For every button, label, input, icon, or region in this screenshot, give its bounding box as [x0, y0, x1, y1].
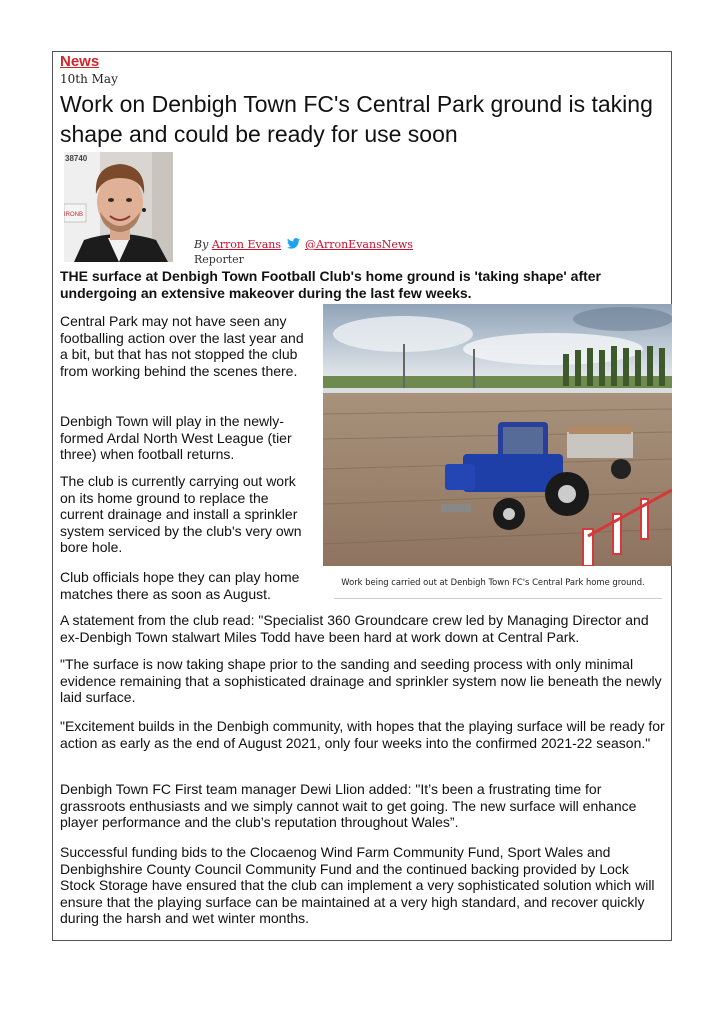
author-link[interactable]: Arron Evans — [211, 238, 282, 251]
paragraph-7: "Excitement builds in the Denbigh community, with hopes that the playing surface will be ready for action as early as the end of August 2021, only four weeks into the confirmed 2021-22 season." — [60, 718, 665, 751]
section-link-news[interactable]: News — [60, 53, 100, 70]
sign-text-2: IRONB — [64, 212, 84, 218]
byline-prefix: By — [194, 238, 209, 251]
caption-divider — [334, 598, 662, 599]
paragraph-1: Central Park may not have seen any footballing action over the last year and a bit, but that has not stopped the club from working behind the scenes there. — [60, 313, 304, 379]
article-headline: Work on Denbigh Town FC's Central Park ground is taking shape and could be ready for use soon — [60, 91, 653, 147]
paragraph-6: "The surface is now taking shape prior to the sanding and seeding process with only minimal evidence remaining that a sophisticated drainage and sprinkler system now lie beneath the newly laid surface. — [60, 656, 662, 706]
author-role: Reporter — [194, 253, 244, 266]
paragraph-4: Club officials hope they can play home matches there as soon as August. — [60, 569, 300, 602]
paragraph-8: Denbigh Town FC First team manager Dewi Llion added: "It’s been a frustrating time for grassroots enthusiasts and we simply cannot wait to get going. The new surface will enhance player performance and the club’s reputation throughout Wales”. — [60, 781, 637, 831]
paragraph-5: A statement from the club read: "Specialist 360 Groundcare crew led by Managing Director and ex-Denbigh Town stalwart Miles Todd have been hard at work down at Central Park. — [60, 612, 649, 645]
paragraph-9: Successful funding bids to the Clocaenog Wind Farm Community Fund, Sport Wales and Denbighshire County Council Community Fund and the continued backing provided by Lock Stock Storage have ensured that the club can implement a very sophisticated solution which will ensure that the playing surface can be maintained at a very high standard, and recover quickly during the harsh and wet winter months. — [60, 844, 655, 927]
paragraph-2: Denbigh Town will play in the newly-formed Ardal North West League (tier three) when football returns. — [60, 413, 292, 463]
author-portrait — [64, 152, 173, 262]
sign-text: 38740 — [65, 154, 88, 163]
paragraph-3: The club is currently carrying out work on its home ground to replace the current drainage and install a sprinkler system serviced by the club's very own bore hole. — [60, 473, 302, 556]
article-standfirst: THE surface at Denbigh Town Football Club's home ground is 'taking shape' after undergoing an extensive makeover during the last few weeks. — [60, 268, 601, 301]
image-caption: Work being carried out at Denbigh Town FC's Central Park home ground. — [341, 577, 645, 587]
tractor-field-image — [323, 304, 672, 566]
byline — [194, 238, 413, 251]
article-date: 10th May — [60, 72, 118, 86]
author-twitter-link[interactable]: @ArronEvansNews — [305, 238, 413, 251]
twitter-bird-icon — [287, 238, 300, 249]
article-photo — [323, 304, 672, 566]
author-photo — [64, 152, 173, 262]
